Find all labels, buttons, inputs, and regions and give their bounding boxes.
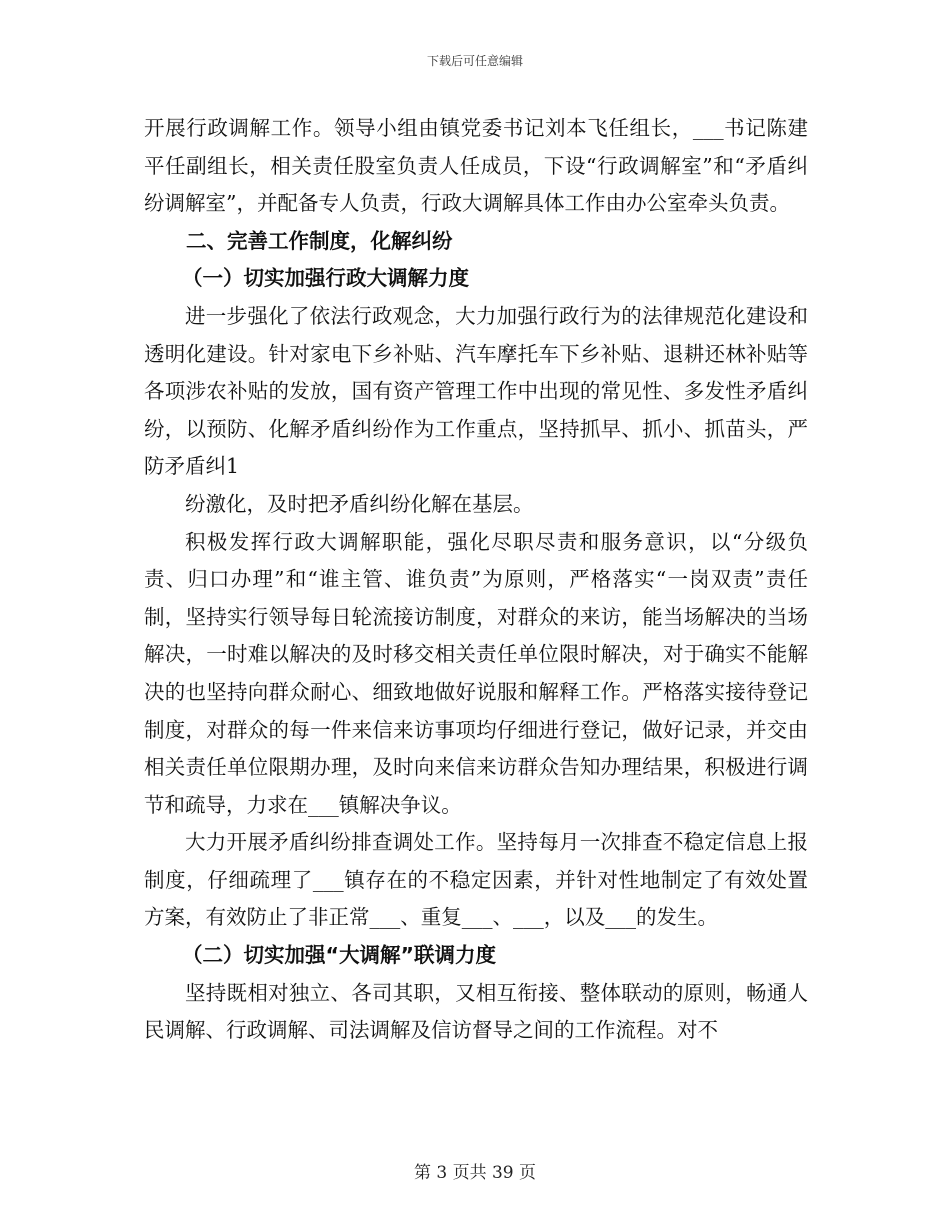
page-header: 下载后可任意编辑 <box>426 54 523 68</box>
paragraph-2: 进一步强化了依法行政观念，大力加强行政行为的法律规范化建设和透明化建设。针对家电下乡补贴、汽车摩托车下乡补贴、退耕还林补贴等各项涉农补贴的发放，国有资产管理工作中出现的常见性、多发性矛盾纠纷，以预防、化解矛盾纠纷作为工作重点，坚持抓早、抓小、抓苗头，严防矛盾纠1 <box>144 303 808 479</box>
subsection-heading-2: （二）切实加强“大调解”联调力度 <box>182 943 496 968</box>
section-heading-2: 二、完善工作制度，化解纠纷 <box>186 228 453 253</box>
document-body <box>144 110 808 1050</box>
paragraph-6: 坚持既相对独立、各司其职，又相互衔接、整体联动的原则，畅通人民调解、行政调解、司法调解及信访督导之间的工作流程。对不 <box>144 980 808 1043</box>
subsection-heading-1: （一）切实加强行政大调解力度 <box>182 266 469 291</box>
paragraph-5: 大力开展矛盾纠纷排查调处工作。坚持每月一次排查不稳定信息上报制度，仔细疏理了___镇存在的不稳定因素，并针对性地制定了有效处置方案，有效防止了非正常___、重复___、___，以及___的发生。 <box>144 830 808 930</box>
paragraph-3: 纷激化，及时把矛盾纠纷化解在基层。 <box>185 491 534 516</box>
paragraph-1: 开展行政调解工作。领导小组由镇党委书记刘本飞任组长，___书记陈建平任副组长，相关责任股室负责人任成员，下设“行政调解室”和“矛盾纠纷调解室”，并配备专人负责，行政大调解具体工作由办公室牵头负责。 <box>144 116 808 216</box>
page-number-footer: 第 3 页共 39 页 <box>413 1163 537 1183</box>
paragraph-4: 积极发挥行政大调解职能，强化尽职尽责和服务意识，以“分级负责、归口办理”和“谁主管、谁负责”为原则，严格落实“一岗双责”责任制，坚持实行领导每日轮流接访制度，对群众的来访，能当场解决的当场解决，一时难以解决的及时移交相关责任单位限时解决，对于确实不能解决的也坚持向群众耐心、细致地做好说服和解释工作。严格落实接待登记制度，对群众的每一件来信来访事项均仔细进行登记，做好记录，并交由相关责任单位限期办理，及时向来信来访群众告知办理结果，积极进行调节和疏导，力求在___镇解决争议。 <box>144 529 808 817</box>
